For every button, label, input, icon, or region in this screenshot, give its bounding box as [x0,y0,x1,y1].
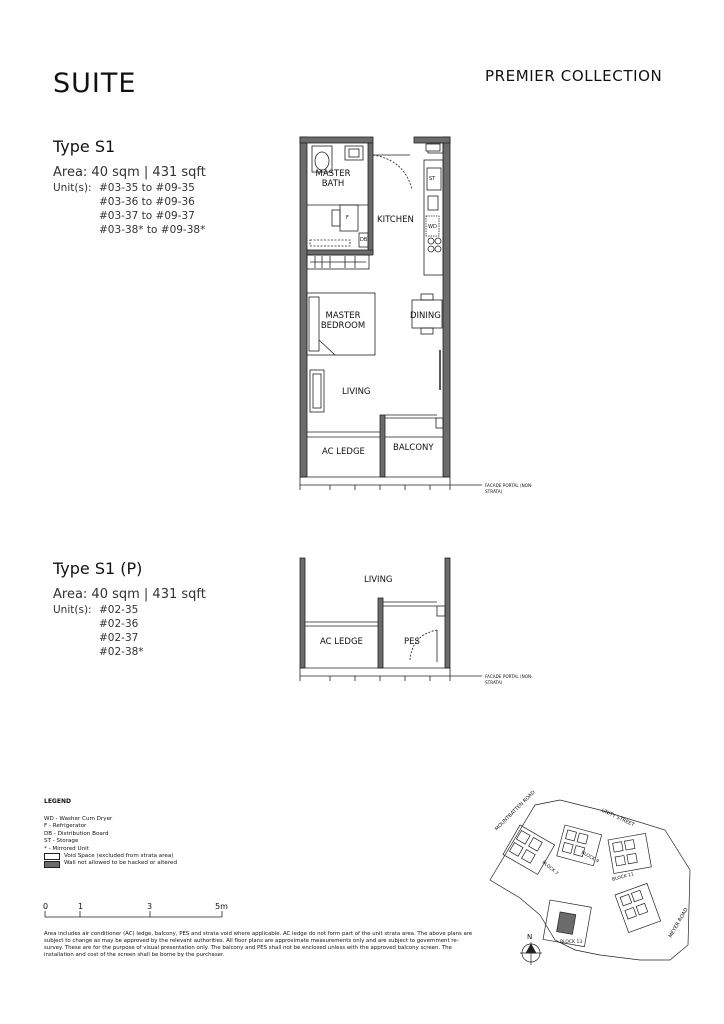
block-label: BLOCK 9 [580,850,600,865]
scale-label: 0 [43,902,49,911]
legend-item: Void Space (excluded from strata area) [64,853,174,860]
type-s1p-title: Type S1 (P) [53,559,143,578]
unit-item: #03-37 to #09-37 [99,210,195,222]
block-label: BLOCK 7 [540,860,559,877]
room-ac-ledge-p: AC LEDGE [320,637,363,647]
label-db: DB [360,237,368,243]
room-dining: DINING [410,311,441,321]
room-pes: PES [404,637,420,647]
type-s1-area: Area: 40 sqm | 431 sqft [53,165,206,180]
facade-portal-s1p: FACADE PORTAL (NON-STRATA) [485,674,533,685]
unit-item: #03-35 to #09-35 [99,182,195,194]
facade-portal-s1: FACADE PORTAL (NON-STRATA) [485,483,533,494]
room-balcony: BALCONY [393,443,434,453]
scale-label: 3 [147,902,153,911]
unit-item: #02-36 [99,618,139,630]
unit-item: #02-37 [99,632,139,644]
legend-title: LEGEND [44,798,71,805]
scale-label: 5m [215,902,228,911]
unit-item: #03-38* to #09-38* [99,224,206,236]
unit-item: #02-38* [99,646,144,658]
legend-item: DB - Distribution Board [44,830,109,837]
legend-item: WD - Washer Cum Dryer [44,816,113,822]
unit-item: #02-35 [99,604,139,616]
room-living-p: LIVING [364,575,393,585]
block-label: BLOCK 11 [611,872,635,883]
unit-item: #03-36 to #09-36 [99,196,195,208]
room-master-bedroom: MASTER BEDROOM [320,311,366,331]
type-s1-title: Type S1 [53,137,116,156]
disclaimer: Area includes air conditioner (AC) ledge, balcony, PES and strata void where applicable. AC ledge do not form part of the unit strata area. The above plans are subject to change as may be approved by the relevant authorities. All floor plans are approximate measurements only and are subject to government re-survey. These are for the purpose of visual presentation only. The balcony and PES shall not be enclosed unless with the approved balcony screen. The installation and cost of the screen shall be borne by the purchaser. [44,931,473,958]
legend-item: ST - Storage [44,838,79,845]
block-label: BLOCK 13 [560,940,583,945]
collection-title: PREMIER COLLECTION [485,67,663,85]
north-label: N [527,933,533,941]
units-label: Unit(s): [53,182,92,194]
room-living: LIVING [342,387,371,397]
room-ac-ledge: AC LEDGE [322,447,365,457]
page-title: SUITE [53,68,137,99]
room-kitchen: KITCHEN [377,215,414,225]
label-wd: WD [428,224,437,230]
legend-item: Wall not allowed to be hacked or altered [64,860,178,867]
legend-item: F - Refrigerator [44,823,87,830]
room-master-bath: MASTER BATH [315,169,351,189]
units-label: Unit(s): [53,604,92,616]
label-f: F [346,215,349,221]
road-label: MEYER ROAD [667,907,690,939]
type-s1p-area: Area: 40 sqm | 431 sqft [53,587,206,602]
legend-item: * - Mirrored Unit [44,845,89,852]
road-label: UNITY STREET [600,807,636,829]
label-st: ST [429,176,436,182]
road-label: MOUNTBATTEN ROAD [494,789,537,833]
scale-label: 1 [78,902,84,911]
